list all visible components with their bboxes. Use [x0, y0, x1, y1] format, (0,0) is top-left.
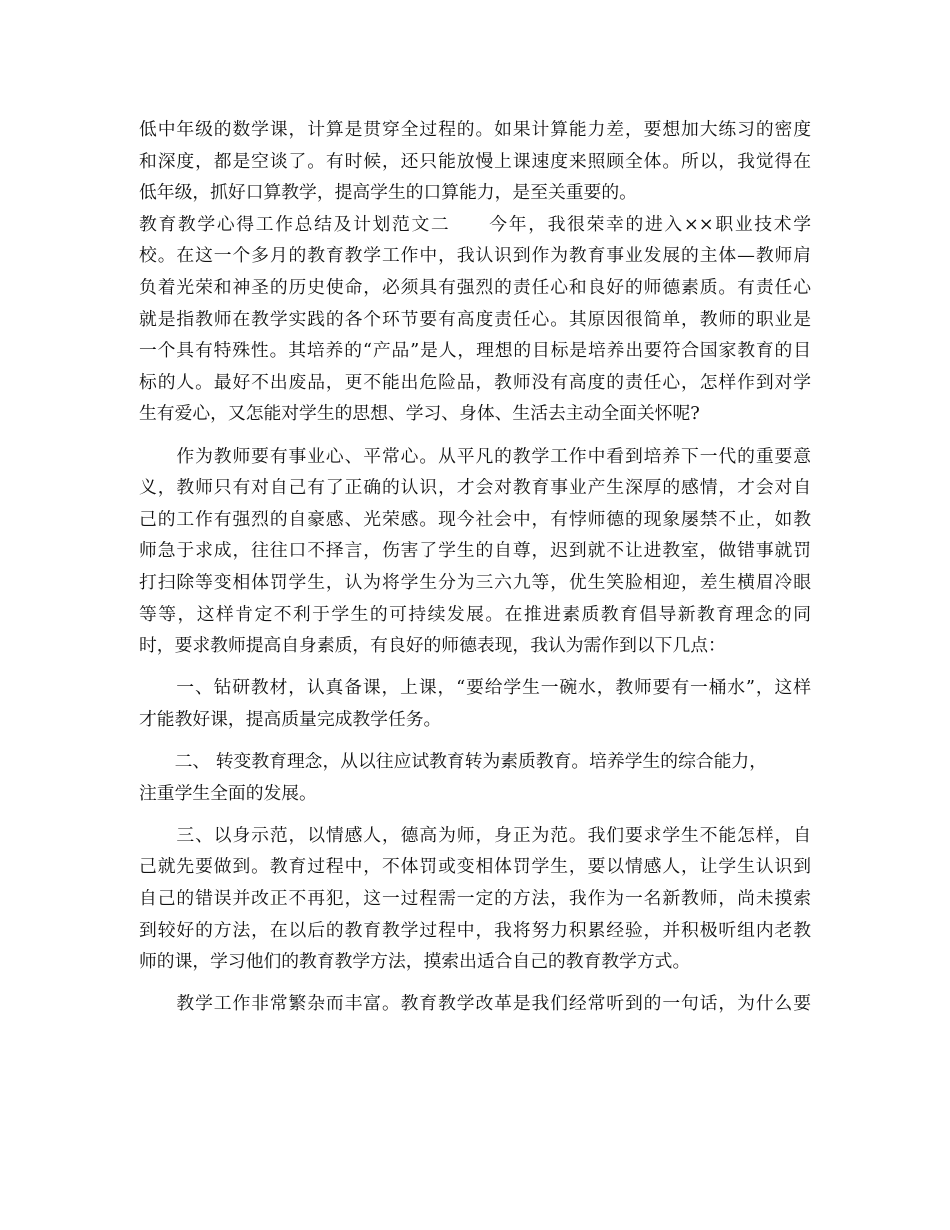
text-line: 自己的错误并改正不再犯，这一过程需一定的方法，我作为一名新教师，尚未摸索 [139, 888, 811, 910]
paragraph-gap [139, 662, 811, 673]
text-line: 师的课，学习他们的教育教学方法，摸索出适合自己的教育教学方式。 [139, 951, 691, 973]
text-line: 就是指教师在教学实践的各个环节要有高度责任心。其原因很简单，教师的职业是 [139, 308, 811, 330]
text-line: 标的人。最好不出废品，更不能出危险品，教师没有高度的责任心，怎样作到对学 [139, 371, 811, 393]
text-line: 等等，这样肯定不利于学生的可持续发展。在推进素质教育倡导新教育理念的同 [139, 603, 811, 625]
paragraph-gap [139, 735, 811, 746]
paragraph-gap [139, 978, 811, 989]
text-line: 二、 转变教育理念，从以往应试教育转为素质教育。培养学生的综合能力， [139, 751, 767, 773]
document-body [139, 114, 811, 1020]
text-line: 己就先要做到。教育过程中，不体罚或变相体罚学生，要以情感人，让学生认识到 [139, 856, 811, 878]
text-line: 时，要求教师提高自身素质，有良好的师德表现，我认为需作到以下几点： [139, 635, 726, 657]
text-line: 低年级，抓好口算教学，提高学生的口算能力，是至关重要的。 [139, 182, 637, 204]
text-line: 义，教师只有对自己有了正确的认识，才会对教育事业产生深厚的感情，才会对自 [139, 477, 811, 499]
text-line: 师急于求成，往往口不择言，伤害了学生的自尊，迟到就不让进教室，做错事就罚 [139, 540, 811, 562]
text-line: 才能教好课，提高质量完成教学任务。 [139, 708, 442, 730]
text-line: 打扫除等变相体罚学生，认为将学生分为三六九等，优生笑脸相迎，差生横眉冷眼 [139, 571, 811, 593]
text-line: 己的工作有强烈的自豪感、光荣感。现今社会中，有悖师德的现象屡禁不止，如教 [139, 508, 811, 530]
text-line: 到较好的方法，在以后的教育教学过程中，我将努力积累经验，并积极听组内老教 [139, 919, 811, 941]
paragraph-gap [139, 430, 811, 441]
text-line: 负着光荣和神圣的历史使命，必须具有强烈的责任心和良好的师德素质。有责任心 [139, 276, 811, 298]
text-line: 一个具有特殊性。其培养的“产品”是人，理想的目标是培养出要符合国家教育的目 [139, 340, 811, 362]
text-line: 一、钻研教材，认真备课，上课，“要给学生一碗水，教师要有一桶水”，这样 [139, 677, 811, 699]
paragraph-gap [139, 809, 811, 820]
text-line: 和深度，都是空谈了。有时候，还只能放慢上课速度来照顾全体。所以，我觉得在 [139, 150, 811, 172]
text-line: 教育教学心得工作总结及计划范文二 今年，我很荣幸的进入××职业技术学 [139, 213, 811, 235]
text-line: 三、以身示范，以情感人，德高为师，身正为范。我们要求学生不能怎样，自 [139, 824, 811, 846]
text-line: 作为教师要有事业心、平常心。从平凡的教学工作中看到培养下一代的重要意 [139, 445, 811, 467]
text-line: 生有爱心，又怎能对学生的思想、学习、身体、生活去主动全面关怀呢? [139, 403, 700, 425]
text-line: 注重学生全面的发展。 [139, 782, 317, 804]
text-line: 校。在这一个多月的教育教学工作中，我认识到作为教育事业发展的主体—教师肩 [139, 245, 811, 267]
text-line: 低中年级的数学课，计算是贯穿全过程的。如果计算能力差，要想加大练习的密度 [139, 119, 811, 140]
text-line: 教学工作非常繁杂而丰富。教育教学改革是我们经常听到的一句话，为什么要 [139, 993, 811, 1015]
